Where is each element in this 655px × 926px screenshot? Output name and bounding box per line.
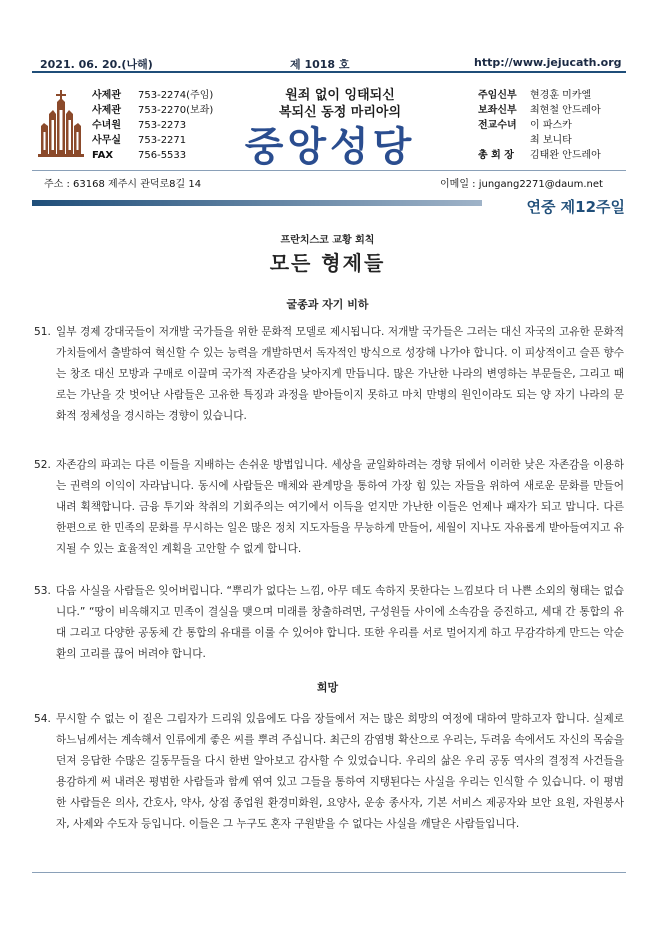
paragraph-54 <box>34 709 624 835</box>
header-bar <box>32 200 482 206</box>
document-subtitle: 프란치스코 교황 회칙 <box>280 235 375 246</box>
church-logo-icon <box>36 88 86 158</box>
address-text: 주소 : 63168 제주시 관덕로8길 14 <box>44 179 202 190</box>
contact-list <box>92 88 213 163</box>
church-name-title: 중앙성당 <box>244 124 416 170</box>
contact-row: 수녀원 753-2273 <box>92 120 187 131</box>
address-top-rule <box>32 170 626 171</box>
staff-row: 보좌신부 최현철 안드레아 <box>478 105 601 116</box>
issue-number: 제 1018 호 <box>290 58 350 71</box>
liturgical-day: 연중 제12주일 <box>526 198 625 216</box>
paragraph-text: 자존감의 파괴는 다른 이들을 지배하는 손쉬운 방법입니다. 세상을 균일화하려는 경향 뒤에서 이러한 낮은 자존감을 이용하는 권력의 이익이 자라납니다. 동시에 사람들은 매체와 관계망을 통하여 가장 힘 있는 자들을 위하여 새로운 문화를 만들어 내려 획책합니다. 금융 투기와 착취의 기회주의는 여기에서 이득을 얻지만 가난한 이들은 언제나 패자가 되고 맙니다. 다른 한편으로 한 민족의 문화를 무시하는 일은 많은 정치 지도자들을 무능하게 만들어, 세월이 지나도 자유롭게 받아들여지고 유지될 수 있는 효율적인 계획을 고안할 수 없게 합니다. <box>56 459 624 555</box>
paragraph-52 <box>34 455 624 560</box>
contact-row: 사무실 753-2271 <box>92 135 187 146</box>
contact-row: FAX 756-5533 <box>92 150 187 161</box>
staff-row: 주임신부 현경훈 미카엘 <box>478 90 592 101</box>
staff-row: 전교수녀 이 파스카 <box>478 120 572 131</box>
paragraph-number: 52. <box>34 459 51 471</box>
paragraph-number: 53. <box>34 585 51 597</box>
staff-row: 최 보니타 <box>530 135 572 146</box>
paragraph-text: 다음 사실을 사람들은 잊어버립니다. “뿌리가 없다는 느낌, 아무 데도 속하지 못한다는 느낌보다 더 나쁜 소외의 형태는 없습니다.” “땅이 비옥해지고 민족이 결실을 맺으며 미래를 창출하려면, 구성원들 사이에 소속감을 증진하고, 세대 간 통합의 유대 그리고 다양한 공동체 간 통합의 유대를 이룰 수 있어야 합니다. 또한 우리를 서로 멀어지게 하고 무감각하게 만드는 악순환의 고리를 끊어 버려야 합니다. <box>56 585 624 660</box>
paragraph-53 <box>34 581 624 665</box>
paragraph-number: 51. <box>34 326 51 338</box>
section-heading: 희망 <box>316 681 339 694</box>
document-title: 모든 형제들 <box>269 251 386 275</box>
tagline-line2: 복되신 동정 마리아의 <box>278 105 402 120</box>
contact-row: 사제관 753-2274(주임) <box>92 90 214 101</box>
staff-list <box>478 88 601 163</box>
tagline-line1: 원죄 없이 잉태되신 <box>285 88 395 103</box>
paragraph-text: 무시할 수 없는 이 짙은 그림자가 드리워 있음에도 다음 장들에서 저는 많은 희망의 여정에 대하여 말하고자 합니다. 실제로 하느님께서는 계속해서 인류에게 좋은 씨를 뿌려 주십니다. 최근의 감염병 확산으로 우리는, 두려움 속에서도 자신의 목숨을 던져 응답한 수많은 길동무들을 다시 한번 알아보고 감사할 수 있었습니다. 우리의 삶은 우리 공동 역사의 결정적 사건들을 용감하게 써 내려온 평범한 사람들과 함께 엮여 있고 그들을 통하여 지탱된다는 사실을 우리는 인식할 수 있습니다. 이 평범한 사람들은 의사, 간호사, 약사, 상점 종업원 환경미화원, 요양사, 운송 종사자, 기본 서비스 제공자와 보안 요원, 자원봉사자, 사제와 수도자 등입니다. 이들은 그 누구도 혼자 구원받을 수 없다는 사실을 깨달은 사람들입니다. <box>56 713 624 830</box>
section-heading: 굴종과 자기 비하 <box>286 298 369 311</box>
paragraph-text: 일부 경제 강대국들이 저개발 국가들을 위한 문화적 모델로 제시됩니다. 저개발 국가들은 그러는 대신 자국의 고유한 문화적 가치들에서 출발하여 혁신할 수 있는 능력을 개발하면서 독자적인 방식으로 성장해 나가야 합니다. 이 피상적이고 슬픈 향수는 창조 대신 모방과 구매로 이끌며 국가적 자존감을 낮아지게 만듭니다. 많은 가난한 나라의 변영하는 부문들은, 그리고 때로는 가난을 갓 벗어난 사람들은 고유한 특징과 과정을 받아들이지 못하고 마치 만병의 원인이라도 되는 양 자기 나라의 문화적 정체성을 경시하는 경향이 있습니다. <box>56 326 624 422</box>
bottom-rule <box>32 872 626 873</box>
top-rule <box>32 71 626 73</box>
contact-row: 사제관 753-2270(보좌) <box>92 105 214 116</box>
paragraph-51 <box>34 322 624 427</box>
staff-row: 총 회 장 김태완 안드레아 <box>478 150 601 161</box>
issue-date: 2021. 06. 20.(나해) <box>40 58 153 71</box>
paragraph-number: 54. <box>34 713 51 725</box>
email-text[interactable]: 이메일 : jungang2271@daum.net <box>440 179 603 190</box>
website-url[interactable]: http://www.jejucath.org <box>474 56 622 69</box>
